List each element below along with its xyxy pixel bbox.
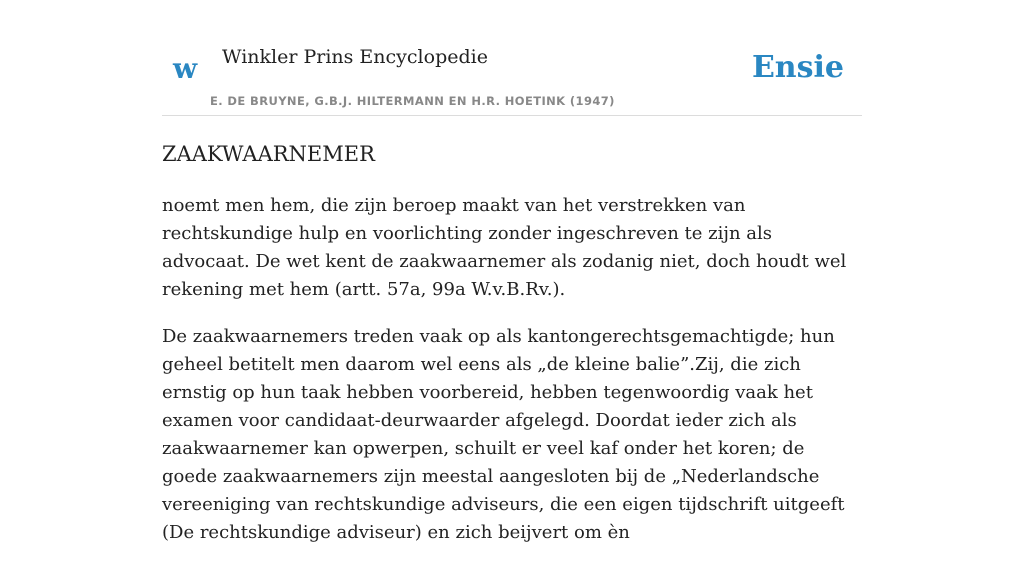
source-title[interactable]: Winkler Prins Encyclopedie <box>222 46 488 68</box>
page-container <box>162 0 862 543</box>
article-paragraph: De zaakwaarnemers treden vaak op als kantongerechtsgemachtigde; hun geheel betitelt men daarom wel eens als „de kleine balie”.Zij, die zich ernstig op hun taak hebben voorbereid, hebben tegenwoordig vaak het examen voor candidaat-deurwaarder afgelegd. Doordat ieder zich als zaakwaarnemer kan opwerpen, schuilt er veel kaf onder het koren; de goede zaakwaarnemers zijn meestal aangesloten bij de „Nederlandsche vereeniging van rechtskundige adviseurs, die een eigen tijdschrift uitgeeft (De rechtskundige adviseur) en zich beijvert om èn <box>162 326 845 543</box>
article-body <box>162 192 862 566</box>
article-title: ZAAKWAARNEMER <box>162 142 375 166</box>
source-authors: E. DE BRUYNE, G.B.J. HILTERMANN EN H.R. HOETINK (1947) <box>210 94 615 108</box>
article-paragraph: noemt men hem, die zijn beroep maakt van het verstrekken van rechtskundige hulp en voorlichting zonder ingeschreven te zijn als advocaat. De wet kent de zaakwaarnemer als zodanig niet, doch houdt wel rekening met hem (artt. 57a, 99a W.v.B.Rv.). <box>162 195 847 300</box>
winkler-prins-logo-icon[interactable]: w <box>173 52 198 85</box>
header <box>162 0 862 116</box>
ensie-logo[interactable]: Ensie <box>751 50 844 85</box>
